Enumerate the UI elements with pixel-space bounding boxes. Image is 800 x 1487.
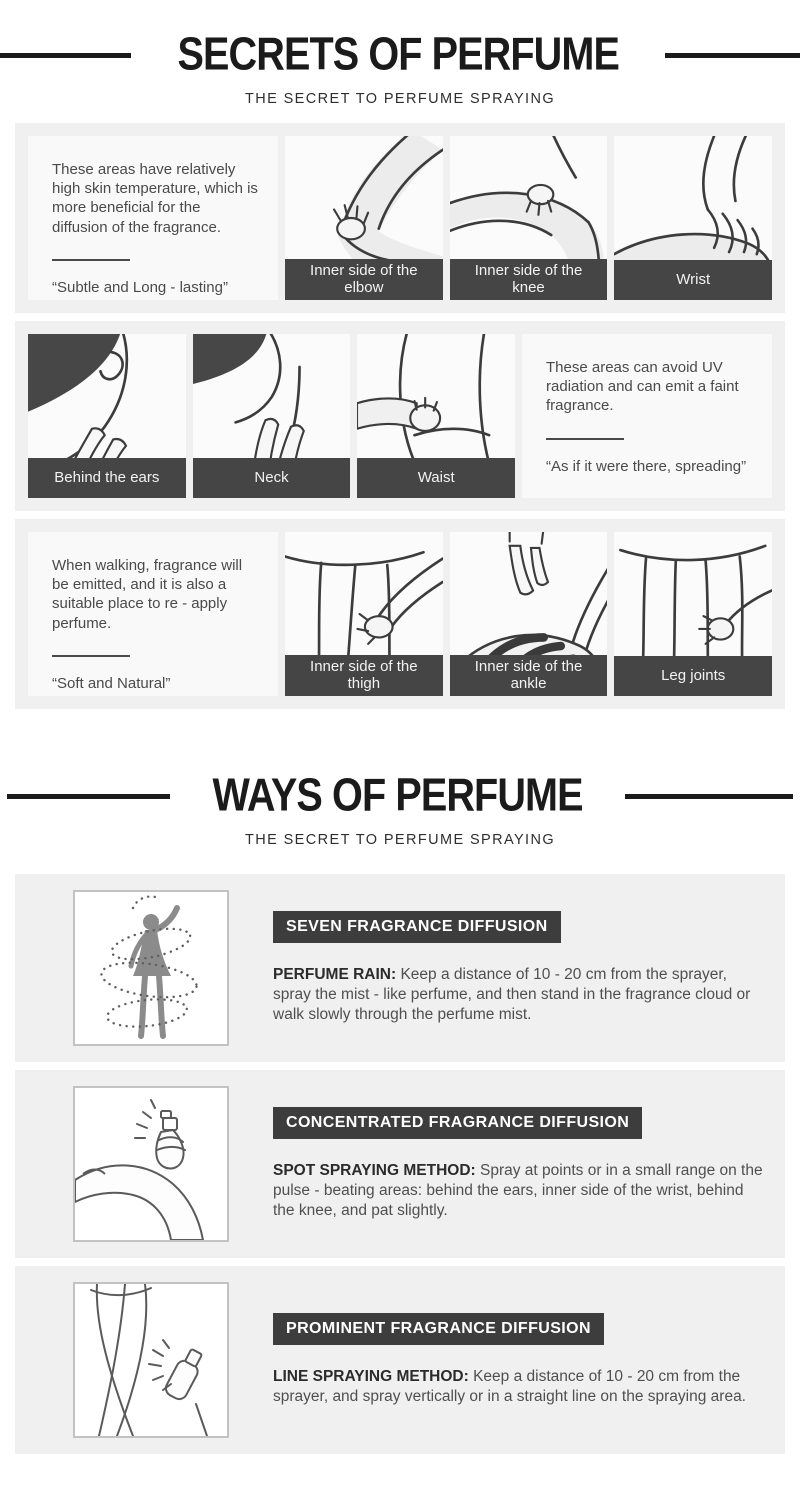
method-name: SPOT SPRAYING METHOD:	[273, 1161, 476, 1179]
body-area-tile	[614, 532, 772, 696]
walking-areas-quote: “Soft and Natural”	[52, 674, 171, 692]
bottom-spacer	[0, 1454, 800, 1487]
wrist-spray-illustration	[75, 1088, 227, 1240]
uv-safe-areas-text-card	[522, 334, 772, 498]
body-area-tile	[357, 334, 515, 498]
ways-header	[0, 709, 800, 848]
spot-spraying-illustration-frame	[73, 1086, 229, 1242]
area-label: Inner side of the thigh	[285, 655, 443, 696]
method-description: Keep a distance of 10 - 20 cm from the sprayer, and spray vertically or in a straight line on the spraying area.	[273, 1367, 746, 1405]
body-area-tile	[193, 334, 351, 498]
walking-areas-text-card	[28, 532, 278, 696]
heading-rule-right	[625, 794, 793, 799]
area-label: Inner side of the knee	[450, 259, 608, 300]
heading-rule-left	[0, 53, 131, 58]
secrets-row-uv-safe-areas	[15, 321, 785, 511]
diffusion-badge: SEVEN FRAGRANCE DIFFUSION	[273, 911, 561, 943]
body-area-tile	[285, 136, 443, 300]
perfume-rain-text	[273, 911, 767, 1025]
method-name: PERFUME RAIN:	[273, 965, 397, 983]
body-area-tile	[285, 532, 443, 696]
way-row-perfume-rain	[15, 874, 785, 1062]
way-row-spot-spraying	[15, 1070, 785, 1258]
divider	[52, 259, 130, 261]
walking-areas-description: When walking, fragrance will be emitted, and it is also a suitable place to re - apply perfume.	[52, 557, 243, 632]
ways-title: WAYS OF PERFUME	[212, 769, 583, 822]
method-name: LINE SPRAYING METHOD:	[273, 1367, 469, 1385]
ways-subtitle: THE SECRET TO PERFUME SPRAYING	[244, 832, 556, 848]
warm-areas-text-card	[28, 136, 278, 300]
secrets-row-walking-areas	[15, 519, 785, 709]
uv-safe-areas-description: These areas can avoid UV radiation and can emit a faint fragrance.	[546, 359, 739, 415]
divider	[546, 438, 624, 440]
line-spraying-illustration-frame	[73, 1282, 229, 1438]
secrets-title: SECRETS OF PERFUME	[177, 28, 619, 81]
method-description: Spray at points or in a small range on the pulse - beating areas: behind the ears, inner side of the wrist, behind the knee, and pat slightly.	[273, 1161, 763, 1220]
divider	[52, 655, 130, 657]
secrets-row-warm-areas	[15, 123, 785, 313]
line-spraying-text	[273, 1313, 767, 1407]
area-label: Neck	[193, 458, 351, 498]
area-label: Inner side of the ankle	[450, 655, 608, 696]
secrets-header	[0, 0, 800, 107]
heading-rule-left	[7, 794, 170, 799]
area-label: Leg joints	[614, 656, 772, 696]
spot-spraying-paragraph	[273, 1161, 767, 1221]
line-spraying-paragraph	[273, 1367, 767, 1407]
uv-safe-areas-quote: “As if it were there, spreading”	[546, 457, 747, 475]
diffusion-badge: CONCENTRATED FRAGRANCE DIFFUSION	[273, 1107, 642, 1139]
heading-rule-right	[665, 53, 800, 58]
secrets-subtitle: THE SECRET TO PERFUME SPRAYING	[244, 91, 556, 107]
area-label: Inner side of the elbow	[285, 259, 443, 300]
method-description: Keep a distance of 10 - 20 cm from the sprayer, spray the mist - like perfume, and then stand in the fragrance cloud or walk slowly through the perfume mist.	[273, 965, 751, 1024]
area-label: Wrist	[614, 260, 772, 300]
perfume-rain-paragraph	[273, 965, 767, 1025]
body-area-tile	[450, 532, 608, 696]
area-label: Behind the ears	[28, 458, 186, 498]
perfume-rain-illustration-frame	[73, 890, 229, 1046]
leg-spray-illustration	[75, 1284, 227, 1436]
body-area-tile	[450, 136, 608, 300]
mist-silhouette-illustration	[75, 892, 227, 1044]
body-area-tile	[614, 136, 772, 300]
body-area-tile	[28, 334, 186, 498]
area-label: Waist	[357, 458, 515, 498]
warm-areas-quote: “Subtle and Long - lasting”	[52, 278, 228, 296]
warm-areas-description: These areas have relatively high skin temperature, which is more beneficial for the diffusion of the fragrance.	[52, 161, 258, 236]
diffusion-badge: PROMINENT FRAGRANCE DIFFUSION	[273, 1313, 604, 1345]
way-row-line-spraying	[15, 1266, 785, 1454]
spot-spraying-text	[273, 1107, 767, 1221]
